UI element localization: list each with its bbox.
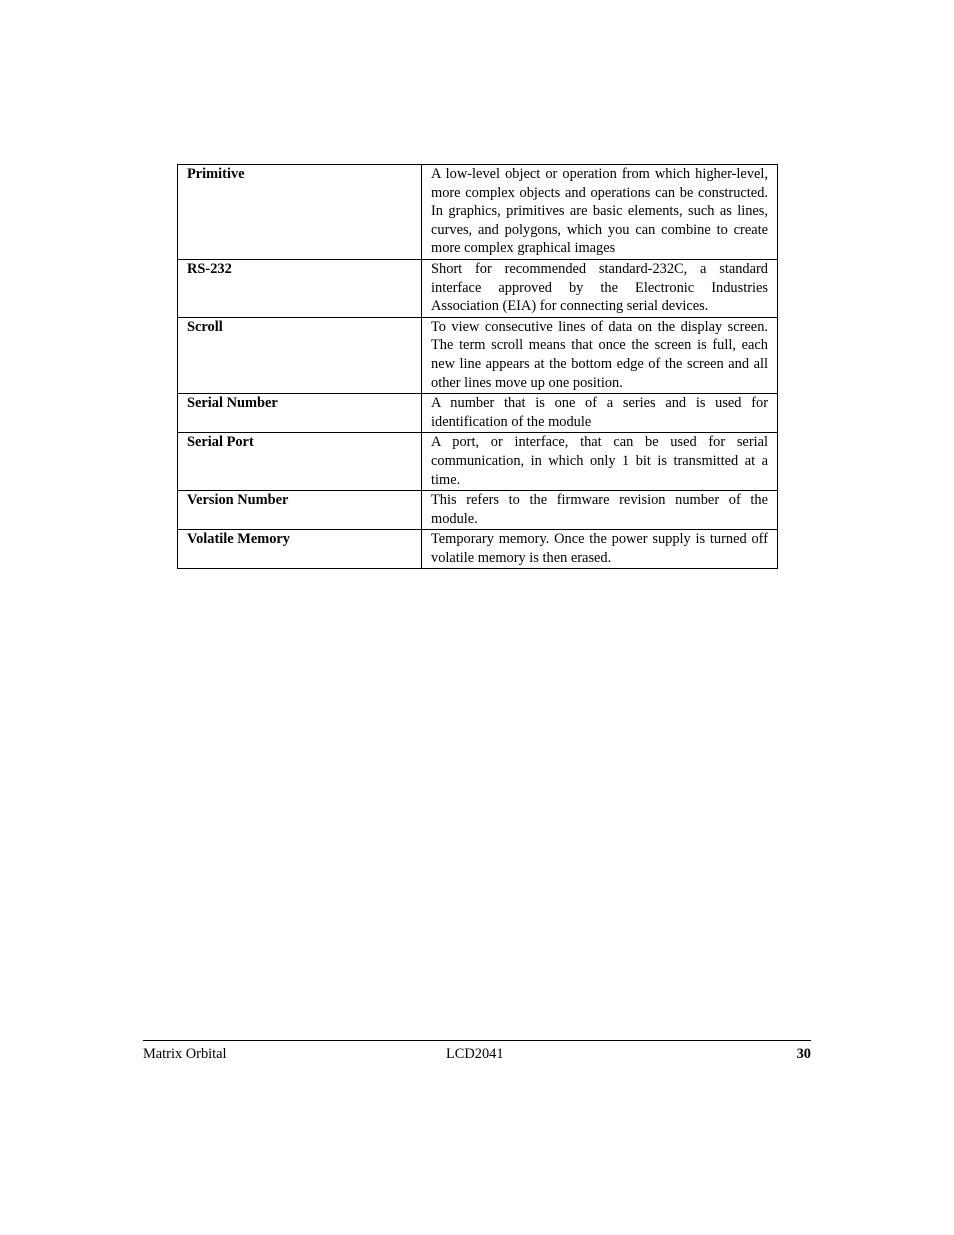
glossary-term: Serial Port [178, 433, 422, 491]
footer-divider [143, 1040, 811, 1041]
table-row [178, 259, 778, 317]
table-row [178, 530, 778, 569]
table-row [178, 394, 778, 433]
table-row [178, 491, 778, 530]
table-row [178, 317, 778, 393]
glossary-definition: A port, or interface, that can be used for serial communication, in which only 1 bit is transmitted at a time. [422, 433, 778, 491]
glossary-definition: This refers to the firmware revision number of the module. [422, 491, 778, 530]
glossary-definition: A number that is one of a series and is used for identification of the module [422, 394, 778, 433]
footer-product: LCD2041 [446, 1046, 504, 1062]
glossary-term: Volatile Memory [178, 530, 422, 569]
glossary-term: RS-232 [178, 259, 422, 317]
glossary-table [177, 164, 778, 569]
glossary-definition: Temporary memory. Once the power supply is turned off volatile memory is then erased. [422, 530, 778, 569]
glossary-term: Scroll [178, 317, 422, 393]
table-row [178, 165, 778, 260]
glossary-definition: A low-level object or operation from which higher-level, more complex objects and operations can be constructed. In graphics, primitives are basic elements, such as lines, curves, and polygons, which you can combine to create more complex graphical images [422, 165, 778, 260]
glossary-term: Primitive [178, 165, 422, 260]
page-number: 30 [796, 1046, 811, 1062]
glossary-term: Serial Number [178, 394, 422, 433]
glossary-definition: Short for recommended standard-232C, a standard interface approved by the Electronic Industries Association (EIA) for connecting serial devices. [422, 259, 778, 317]
table-row [178, 433, 778, 491]
glossary-term: Version Number [178, 491, 422, 530]
footer-company: Matrix Orbital [143, 1046, 227, 1062]
glossary-definition: To view consecutive lines of data on the display screen. The term scroll means that once the screen is full, each new line appears at the bottom edge of the screen and all other lines move up one position. [422, 317, 778, 393]
